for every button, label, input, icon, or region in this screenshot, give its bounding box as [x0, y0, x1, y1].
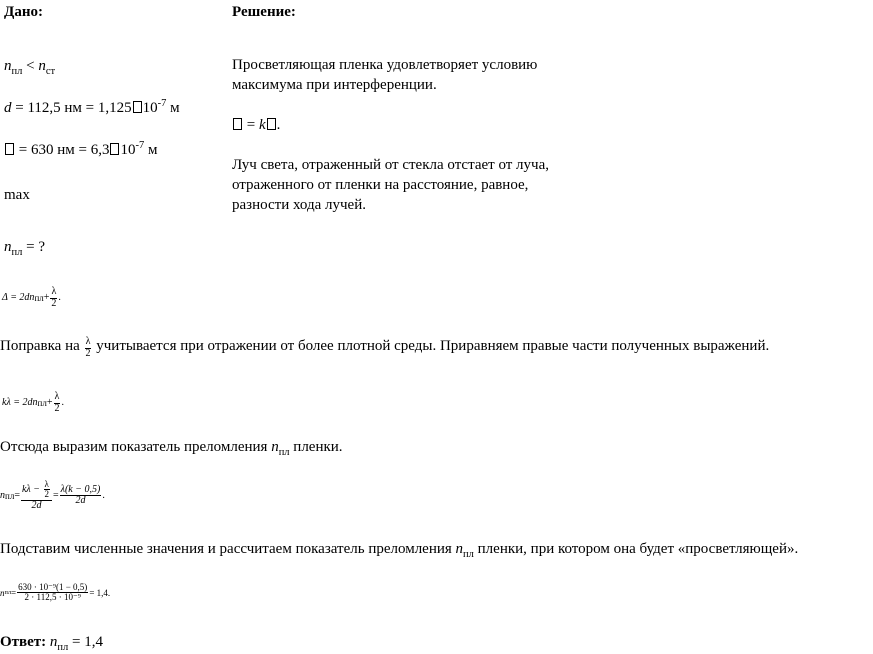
missing-glyph-icon — [110, 143, 119, 155]
answer-line: Ответ: $n_{пл} = 1,4$ — [0, 634, 103, 653]
solution-para-line-2: отраженного от пленки на расстояние, равное, — [232, 177, 529, 193]
formula-refractive-index: n пл = kλ − $\frac{\lambda}{2}$ 2d = $\frac{\lambda(k - 0,5)}{2d}$ . — [0, 479, 105, 511]
solution-heading: Решение: — [232, 4, 296, 20]
formula-path-difference: Δ = 2dn пл + $\frac{\lambda}{2}$ . — [2, 286, 61, 309]
given-condition: $n_{пл} < n_{ст}$ — [4, 58, 56, 77]
solution-line-2: максимума при интерференции. — [232, 77, 437, 93]
given-heading: Дано: — [4, 4, 43, 20]
formula-equality: kλ = 2dn пл + $\frac{\lambda}{2}$ . — [2, 391, 64, 414]
delta-glyph-icon — [233, 118, 242, 130]
paragraph-correction: Поправка на $\frac{\lambda}{2}$ учитывается при отражении от более плотной среды. Приравняем правые части полученных выражений. — [0, 336, 770, 359]
solution-para-line-3: разности хода лучей. — [232, 197, 366, 213]
paragraph-express: Отсюда выразим показатель преломления $n_{пл}$ пленки. — [0, 439, 343, 458]
given-wavelength: = 630 нм = 6,3 $10^{-7}$ м — [4, 140, 157, 160]
formula-numeric: n пл = $\frac{\text{630 · 10⁻⁹(1 − 0,5)}}{\text{2 · 112,5 · 10⁻⁹}}$ = 1,4. — [0, 582, 111, 603]
solution-condition-eq: = k . — [232, 115, 280, 135]
missing-glyph-icon — [133, 101, 142, 113]
lambda-glyph-icon — [267, 118, 276, 130]
solution-para-line-1: Луч света, отраженный от стекла отстает от луча, — [232, 157, 549, 173]
lambda-glyph-icon — [5, 143, 14, 155]
solution-line-1: Просветляющая пленка удовлетворяет условию — [232, 57, 538, 73]
given-find: $n_{пл}$ = ? — [4, 239, 45, 258]
given-thickness: d = 112,5 нм = 1,125 $10^{-7}$ м — [4, 98, 180, 116]
paragraph-substitute: Подставим численные значения и рассчитаем показатель преломления $n_{пл}$ пленки, при котором она будет «просветляющей». — [0, 541, 799, 560]
given-max: max — [4, 187, 30, 203]
